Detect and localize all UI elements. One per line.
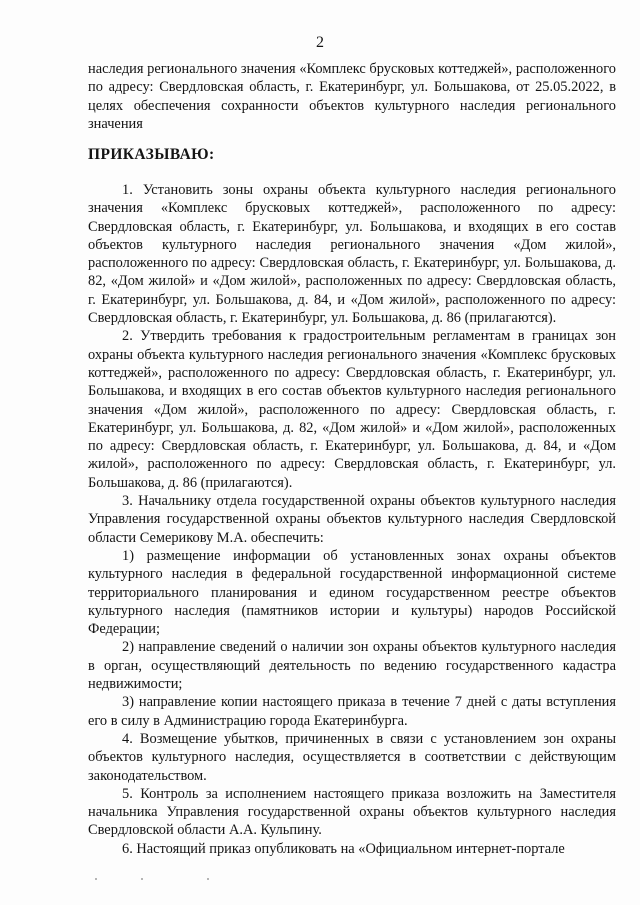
page-number: 2 [316, 34, 324, 51]
order-subitem-3: 3) направление копии настоящего приказа в течение 7 дней с даты вступления его в силу в Администрацию города Екатеринбурга. [88, 694, 616, 729]
order-items [88, 181, 616, 858]
order-item-1: 1. Установить зоны охраны объекта культурного наследия регионального значения «Комплекс брусковых коттеджей», расположенного по адресу: Свердловская область, г. Екатеринбург, ул. Большакова, и входящих в его состав объектов культурного наследия регионального значения «Дом жилой», расположенного по адресу: Свердловская область, г. Екатеринбург, ул. Большакова, д. 82, «Дом жилой» и «Дом жилой», расположенных по адресу: Свердловская область, г. Екатеринбург, ул. Большакова, д. 84, и «Дом жилой», расположенного по адресу: Свердловская область, г. Екатеринбург, ул. Большакова, д. 86 (прилагаются). [88, 182, 616, 327]
scan-artifacts [95, 878, 235, 882]
order-subitem-2: 2) направление сведений о наличии зон охраны объектов культурного наследия в орган, осуществляющий деятельность по ведению государственного кадастра недвижимости; [88, 639, 616, 693]
scan-dot [141, 878, 143, 880]
order-heading: ПРИКАЗЫВАЮ: [88, 146, 215, 163]
order-item-3: 3. Начальнику отдела государственной охраны объектов культурного наследия Управления государственной охраны объектов культурного наследия Свердловской области Семерикову М.А. обеспечить: [88, 493, 616, 546]
scan-dot [95, 878, 97, 880]
intro-paragraph [88, 60, 616, 133]
order-item-5: 5. Контроль за исполнением настоящего приказа возложить на Заместителя начальника Управления государственной охраны объектов культурного наследия Свердловской области А.А. Кульпину. [88, 785, 616, 839]
intro-text: наследия регионального значения «Комплекс брусковых коттеджей», расположенного по адресу: Свердловская область, г. Екатеринбург, ул. Большакова, от 25.05.2022, в целях обеспечения сохранности объектов культурного наследия регионального значения [88, 61, 616, 132]
order-item-6: 6. Настоящий приказ опубликовать на «Официальном интернет-портале [122, 840, 565, 857]
scan-dot [207, 878, 209, 880]
order-subitem-1: 1) размещение информации об установленных зонах охраны объектов культурного наследия в федеральной государственной информационной системе территориального планирования и едином государственном реестре объектов культурного наследия (памятников истории и культуры) народов Российской Федерации; [88, 547, 616, 638]
order-item-4: 4. Возмещение убытков, причиненных в связи с установлением зон охраны объектов культурного наследия, осуществляется в соответствии с действующим законодательством. [88, 730, 616, 784]
order-item-2: 2. Утвердить требования к градостроительным регламентам в границах зон охраны объекта культурного наследия регионального значения «Комплекс брусковых коттеджей», расположенного по адресу: Свердловская область, г. Екатеринбург, ул. Большакова, и входящих в его состав объектов культурного наследия регионального значения «Дом жилой», расположенного по адресу: Свердловская область, г. Екатеринбург, ул. Большакова, д. 82, «Дом жилой» и «Дом жилой», расположенных по адресу: Свердловская область, г. Екатеринбург, ул. Большакова, д. 84, и «Дом жилой», расположенного по адресу: Свердловская область, г. Екатеринбург, ул. Большакова, д. 86 (прилагаются). [88, 328, 616, 491]
